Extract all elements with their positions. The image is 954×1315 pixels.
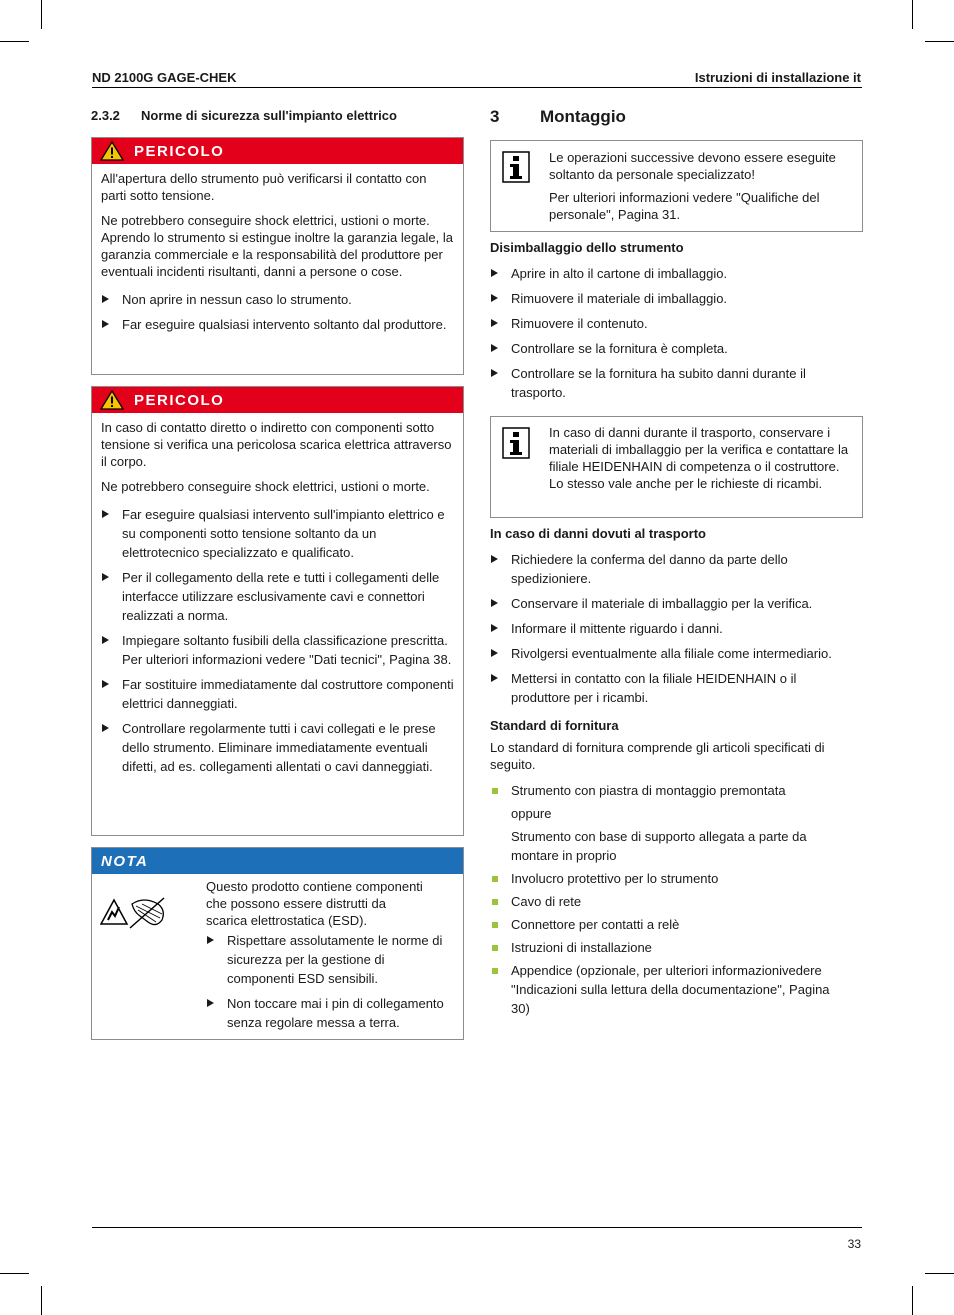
square-bullet-icon <box>492 899 498 905</box>
list-item-text: Non aprire in nessun caso lo strumento. <box>122 292 352 307</box>
arrow-icon <box>102 680 109 688</box>
list-item-text: Rimuovere il contenuto. <box>511 316 648 331</box>
square-bullet-icon <box>492 945 498 951</box>
list-item-text: Far eseguire qualsiasi intervento sull'impianto elettrico e su componenti sotto tensione soltanto da un elettrotecnico specializzato e qualificato. <box>122 507 445 560</box>
info-icon <box>502 151 530 183</box>
crop-mark <box>0 41 29 42</box>
list-item-text: Aprire in alto il cartone di imballaggio. <box>511 266 728 281</box>
list-item-text: Richiedere la conferma del danno da parte dello spedizioniere. <box>511 552 788 586</box>
arrow-icon <box>207 936 214 944</box>
arrow-icon <box>491 319 498 327</box>
list-item <box>490 289 863 308</box>
list-item-text: Controllare regolarmente tutti i cavi collegati e le prese dello strumento. Eliminare immediatamente eventuali difetti, ad es. collegamenti allentati o cavi danneggiati. <box>122 721 436 774</box>
info-box <box>490 416 863 518</box>
warning-icon <box>100 390 124 410</box>
arrow-icon <box>491 649 498 657</box>
info-icon-wrap <box>491 417 541 517</box>
list-item <box>490 781 863 800</box>
info-paragraph: Per ulteriori informazioni vedere "Qualifiche del personale", Pagina 31. <box>549 190 820 222</box>
list-item-text: Appendice (opzionale, per ulteriori informazionivedere "Indicazioni sulla lettura della documentazione", Pagina 30) <box>511 963 830 1016</box>
subheading: Standard di fornitura <box>490 718 619 733</box>
list-item-text: Strumento con piastra di montaggio premontata <box>511 783 786 798</box>
crop-mark <box>925 41 954 42</box>
danger-paragraph: In caso di contatto diretto o indiretto con componenti sotto tensione si verifica una pericolosa scarica elettrica attraverso il corpo. <box>101 420 452 469</box>
square-bullet-icon <box>492 788 498 794</box>
list-item-text: Rimuovere il materiale di imballaggio. <box>511 291 728 306</box>
square-bullet-icon <box>492 922 498 928</box>
arrow-icon <box>491 674 498 682</box>
danger-label: PERICOLO <box>134 391 225 409</box>
list-item-continuation <box>490 827 841 865</box>
supply-list <box>490 781 863 1022</box>
supply-intro: Lo standard di fornitura comprende gli articoli specificati di seguito. <box>490 740 825 772</box>
unpack-list <box>490 264 863 408</box>
esd-icon <box>100 894 168 934</box>
list-item-text: Per il collegamento della rete e tutti i collegamenti delle interfacce utilizzare esclusivamente cavi e connettori realizzati a norma. <box>122 570 440 623</box>
list-item <box>490 938 863 957</box>
document-title: ND 2100G GAGE-CHEK <box>92 70 237 85</box>
list-item <box>206 994 454 1032</box>
crop-mark <box>0 1273 29 1274</box>
arrow-icon <box>491 624 498 632</box>
list-item-text: Informare il mittente riguardo i danni. <box>511 621 723 636</box>
info-paragraph: Le operazioni successive devono essere eseguite soltanto da personale specializzato! <box>549 150 836 182</box>
list-item-text: Conservare il materiale di imballaggio per la verifica. <box>511 596 813 611</box>
list-item-text: Istruzioni di installazione <box>511 940 652 955</box>
danger-paragraph: Ne potrebbero conseguire shock elettrici, ustioni o morte. Aprendo lo strumento si estingue inoltre la garanzia legale, la garanzia commerciale e la responsabilità del produttore per eventuali incidenti risultanti, danni a persone o cose. <box>101 213 453 279</box>
info-icon-wrap <box>491 141 541 231</box>
list-item <box>490 644 863 663</box>
danger-body <box>92 164 463 348</box>
square-bullet-icon <box>492 968 498 974</box>
note-body <box>92 874 463 1046</box>
list-item <box>490 264 863 283</box>
list-item-text: Non toccare mai i pin di collegamento senza regolare messa a terra. <box>227 996 444 1030</box>
list-item-text: Far eseguire qualsiasi intervento soltanto dal produttore. <box>122 317 447 332</box>
list-item-text: Connettore per contatti a relè <box>511 917 680 932</box>
list-item-continuation <box>490 804 863 823</box>
subheading: Disimballaggio dello strumento <box>490 240 684 255</box>
list-item <box>490 869 863 888</box>
list-item-text: Impiegare soltanto fusibili della classificazione prescritta. Per ulteriori informazioni vedere "Dati tecnici", Pagina 38. <box>122 633 452 667</box>
list-item-text: Cavo di rete <box>511 894 582 909</box>
list-item <box>490 314 863 333</box>
esd-icon-wrap <box>92 874 198 1046</box>
crop-mark <box>41 0 42 29</box>
info-box <box>490 140 863 232</box>
list-item-text: Rivolgersi eventualmente alla filiale come intermediario. <box>511 646 832 661</box>
list-item-text: Involucro protettivo per lo strumento <box>511 871 719 886</box>
danger-paragraph: Ne potrebbero conseguire shock elettrici, ustioni o morte. <box>101 479 430 494</box>
list-item <box>490 339 863 358</box>
footer-rule <box>92 1227 862 1228</box>
info-text <box>541 417 862 517</box>
danger-box <box>91 137 464 375</box>
arrow-icon <box>102 636 109 644</box>
arrow-icon <box>102 320 109 328</box>
list-item <box>490 669 846 707</box>
warning-icon <box>100 141 124 161</box>
crop-mark <box>41 1286 42 1315</box>
danger-header <box>92 387 463 413</box>
danger-list <box>101 290 454 334</box>
list-item <box>101 675 454 713</box>
note-content <box>198 874 463 1046</box>
note-list <box>206 931 454 1032</box>
document-section: Istruzioni di installazione it <box>694 70 861 85</box>
list-item <box>101 315 454 334</box>
arrow-icon <box>102 510 109 518</box>
arrow-icon <box>491 599 498 607</box>
subheading: In caso di danni dovuti al trasporto <box>490 526 706 541</box>
note-box <box>91 847 464 1040</box>
note-label: NOTA <box>101 852 149 870</box>
header-rule <box>92 87 862 88</box>
list-item-text: Strumento con base di supporto allegata a parte da montare in proprio <box>511 829 807 863</box>
danger-paragraph: All'apertura dello strumento può verificarsi il contatto con parti sotto tensione. <box>101 171 427 203</box>
danger-list <box>101 505 454 776</box>
list-item <box>490 619 863 638</box>
list-item <box>490 364 851 402</box>
crop-mark <box>912 1286 913 1315</box>
danger-header <box>92 138 463 164</box>
list-item <box>490 550 831 588</box>
info-paragraph: In caso di danni durante il trasporto, conservare i materiali di imballaggio per la verifica e contattare la filiale HEIDENHAIN di competenza o il costruttore. Lo stesso vale anche per le richieste di ricambi. <box>549 425 849 491</box>
list-item <box>490 892 863 911</box>
chapter-number: 3 <box>490 107 500 126</box>
list-item-text: Far sostituire immediatamente dal costruttore componenti elettrici danneggiati. <box>122 677 454 711</box>
list-item <box>101 505 454 562</box>
square-bullet-icon <box>492 876 498 882</box>
danger-label: PERICOLO <box>134 142 225 160</box>
arrow-icon <box>491 269 498 277</box>
info-text <box>541 141 862 231</box>
list-item <box>206 931 454 988</box>
arrow-icon <box>102 295 109 303</box>
arrow-icon <box>491 344 498 352</box>
list-item <box>490 594 863 613</box>
info-icon <box>502 427 530 459</box>
crop-mark <box>925 1273 954 1274</box>
arrow-icon <box>102 573 109 581</box>
arrow-icon <box>491 294 498 302</box>
chapter-title: Montaggio <box>540 107 626 126</box>
list-item-text: Rispettare assolutamente le norme di sicurezza per la gestione di componenti ESD sensibili. <box>227 933 443 986</box>
list-item-text: oppure <box>511 806 552 821</box>
list-item <box>101 290 454 309</box>
list-item-text: Mettersi in contatto con la filiale HEIDENHAIN o il produttore per i ricambi. <box>511 671 797 705</box>
note-text: Questo prodotto contiene componenti che possono essere distrutti da scarica elettrostatica (ESD). <box>206 879 423 928</box>
note-header <box>92 848 463 874</box>
danger-box <box>91 386 464 836</box>
list-item <box>101 568 454 625</box>
arrow-icon <box>207 999 214 1007</box>
list-item <box>490 961 841 1018</box>
list-item <box>101 631 454 669</box>
page-number: 33 <box>847 1237 861 1251</box>
damage-list <box>490 550 863 713</box>
list-item-text: Controllare se la fornitura ha subito danni durante il trasporto. <box>511 366 806 400</box>
list-item <box>490 915 863 934</box>
arrow-icon <box>102 724 109 732</box>
list-item <box>101 719 454 776</box>
arrow-icon <box>491 555 498 563</box>
section-title: Norme di sicurezza sull'impianto elettrico <box>141 108 397 123</box>
list-item-text: Controllare se la fornitura è completa. <box>511 341 728 356</box>
arrow-icon <box>491 369 498 377</box>
chapter-heading <box>490 108 626 125</box>
section-heading <box>91 107 397 124</box>
section-number: 2.3.2 <box>91 108 120 123</box>
danger-body <box>92 413 463 790</box>
crop-mark <box>912 0 913 29</box>
